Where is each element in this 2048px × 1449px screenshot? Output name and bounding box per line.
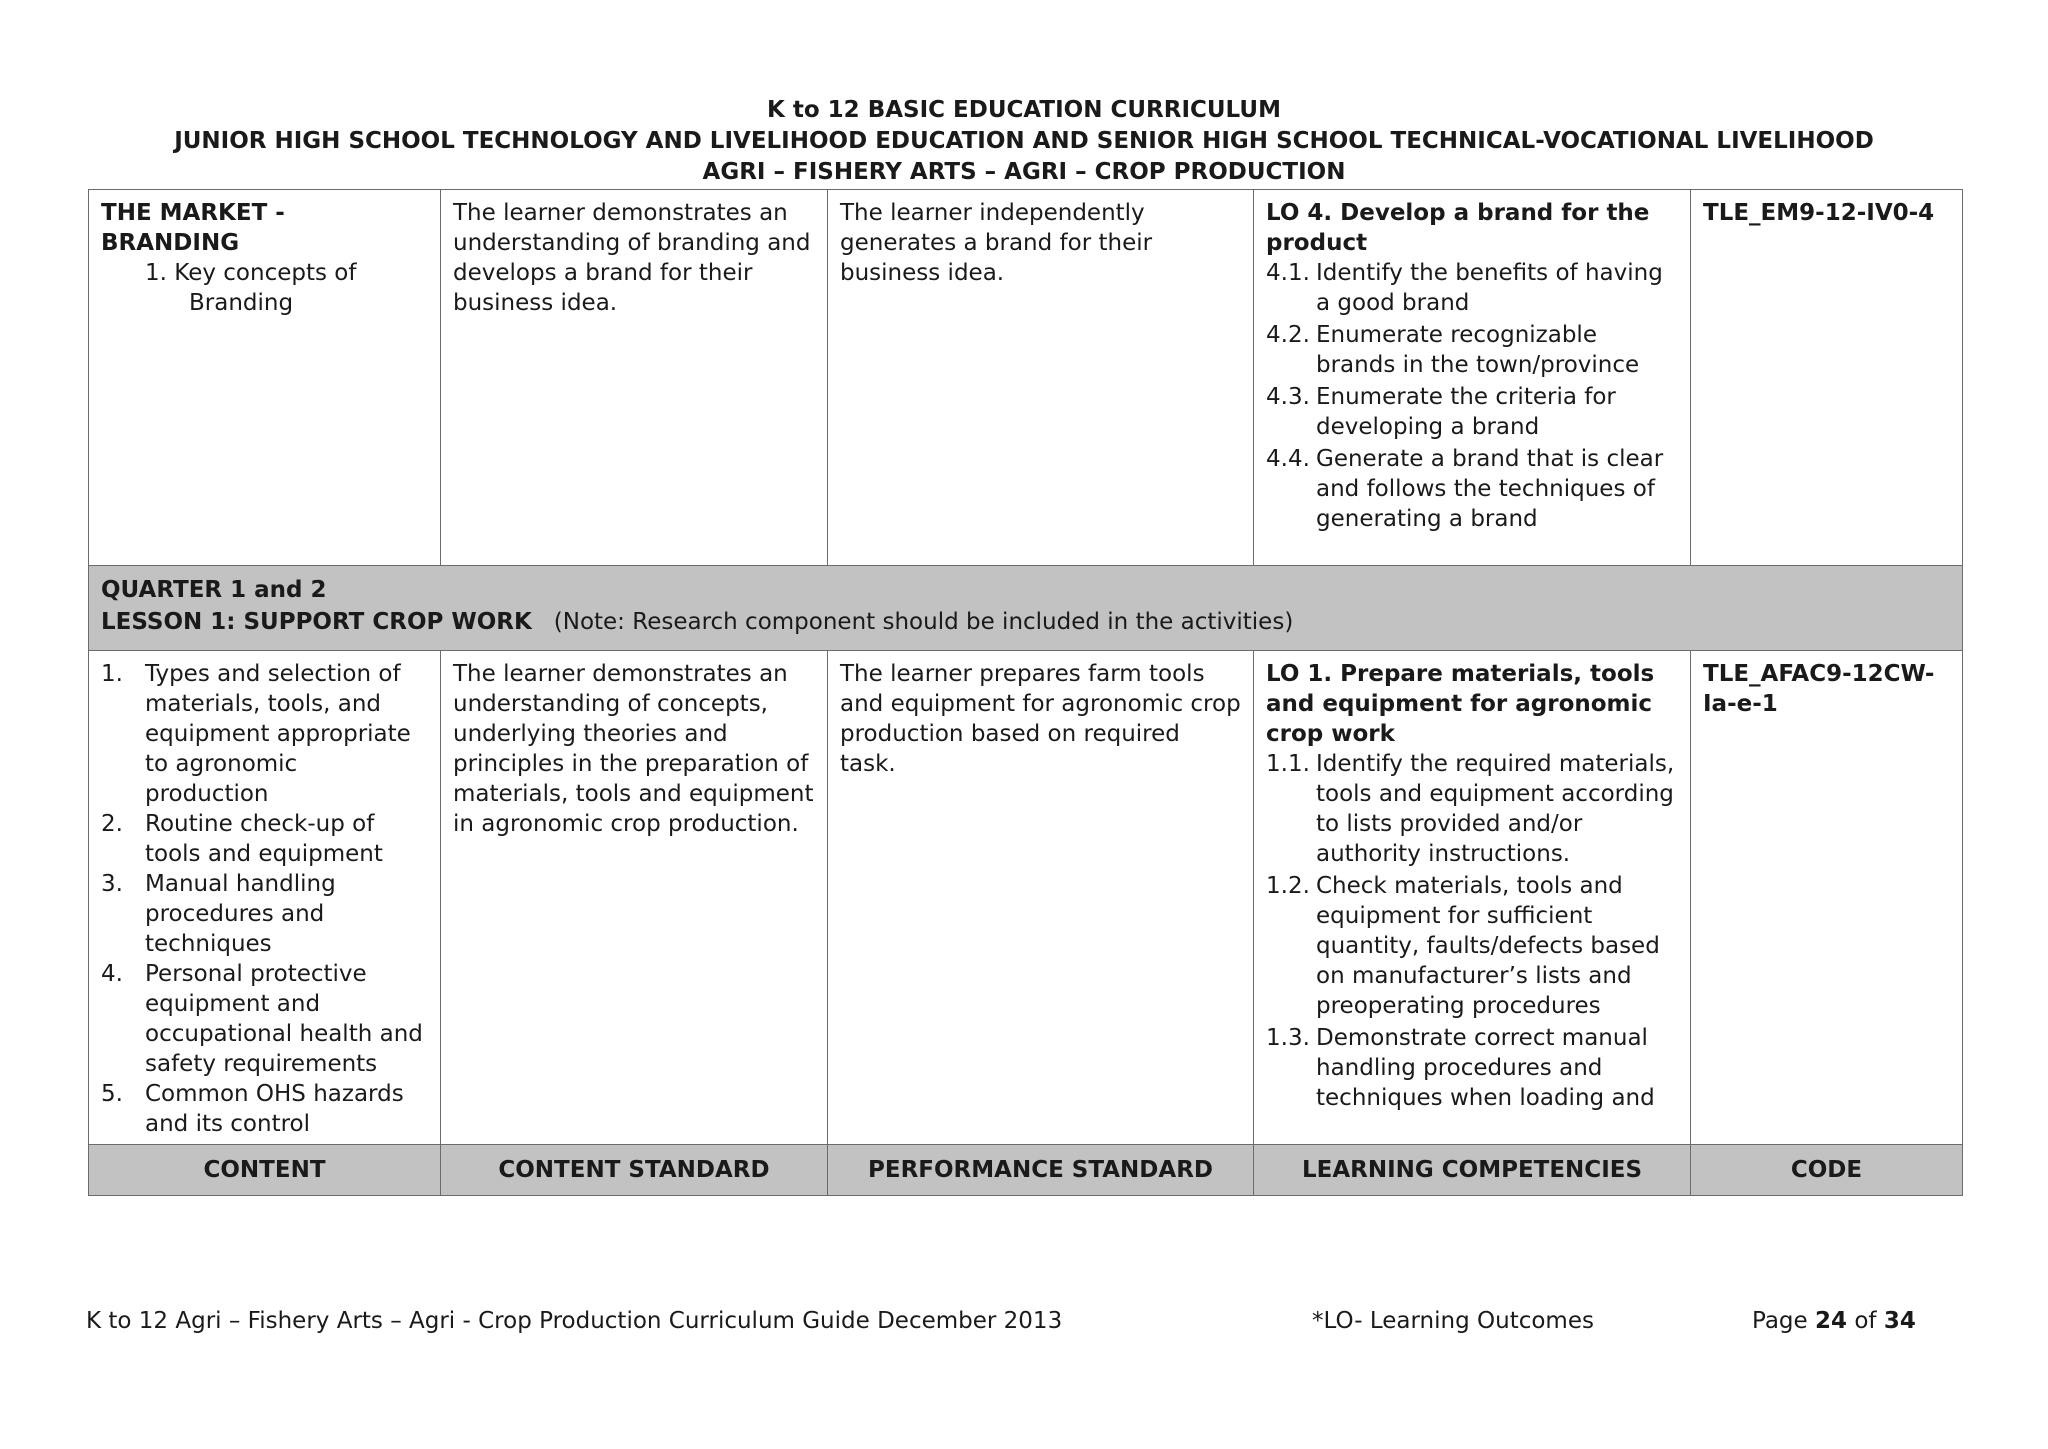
learning-competencies-cell — [1254, 651, 1691, 1148]
competency-number: 4.4. — [1266, 446, 1310, 472]
performance-standard-text: The learner independently generates a brand for their business idea. — [840, 200, 1153, 286]
competency-number: 1.2. — [1266, 873, 1310, 899]
content-item-number: 1. — [101, 661, 123, 687]
content-item-text: Common OHS hazards and its control — [145, 1081, 404, 1137]
competency-text: Check materials, tools and equipment for sufficient quantity, faults/defects based on manufacturer’s lists and preoperating procedures — [1316, 873, 1660, 1019]
header-title: K to 12 BASIC EDUCATION CURRICULUM — [767, 97, 1281, 123]
competency-number: 4.2. — [1266, 322, 1310, 348]
content-item-text: Manual handling procedures and techniques — [145, 871, 336, 957]
crop-work-row — [89, 651, 1963, 1148]
competency-number: 1.3. — [1266, 1025, 1310, 1051]
code-cell — [1691, 651, 1963, 1148]
performance-standard-text: The learner prepares farm tools and equipment for agronomic crop production based on required task. — [840, 661, 1241, 777]
competency-item — [1266, 444, 1678, 534]
content-item-number: 1. — [145, 260, 167, 286]
page-total: 34 — [1883, 1308, 1916, 1334]
page-of: of — [1854, 1308, 1877, 1334]
competency-list — [1266, 258, 1678, 534]
content-item-text: Personal protective equipment and occupational health and safety requirements — [145, 961, 423, 1077]
content-cell — [89, 651, 441, 1148]
column-header-row — [89, 1145, 1963, 1196]
lesson-title: LESSON 1: SUPPORT CROP WORK — [101, 609, 532, 635]
lo-title: LO 1. Prepare materials, tools and equipment for agronomic crop work — [1266, 661, 1655, 747]
column-header-table — [88, 1144, 1963, 1196]
content-item-continuation: Branding — [189, 290, 294, 316]
content-standard-cell — [441, 190, 828, 566]
competency-text: Enumerate the criteria for developing a brand — [1316, 384, 1616, 440]
performance-standard-cell — [828, 651, 1254, 1148]
competency-text: Identify the benefits of having a good brand — [1316, 260, 1663, 316]
content-item — [101, 258, 428, 288]
footer-lo-note: *LO- Learning Outcomes — [1312, 1308, 1594, 1334]
header-content: CONTENT — [89, 1145, 441, 1196]
code-text: TLE_AFAC9-12CW-Ia-e-1 — [1703, 661, 1935, 717]
competency-text: Generate a brand that is clear and follows the techniques of generating a brand — [1316, 446, 1664, 532]
competency-number: 4.1. — [1266, 260, 1310, 286]
competency-item — [1266, 258, 1678, 318]
competency-number: 1.1. — [1266, 751, 1310, 777]
competency-text: Enumerate recognizable brands in the town/province — [1316, 322, 1640, 378]
document-header — [0, 95, 2048, 188]
content-item — [101, 1079, 428, 1139]
content-item — [101, 809, 428, 869]
content-cell — [89, 190, 441, 566]
content-standard-text: The learner demonstrates an understanding of concepts, underlying theories and principles in the preparation of materials, tools and equipment in agronomic crop production. — [453, 661, 814, 837]
competency-text: Demonstrate correct manual handling procedures and techniques when loading and — [1316, 1025, 1655, 1111]
content-item — [101, 659, 428, 809]
quarter-cell — [89, 566, 1963, 651]
content-item-number: 5. — [101, 1081, 123, 1107]
branding-row — [89, 190, 1963, 566]
competency-text: Identify the required materials, tools and equipment according to lists provided and/or authority instructions. — [1316, 751, 1675, 867]
code-text: TLE_EM9-12-IV0-4 — [1703, 200, 1935, 226]
header-program: AGRI – FISHERY ARTS – AGRI – CROP PRODUCTION — [702, 159, 1346, 185]
content-item-number: 4. — [101, 961, 123, 987]
header-subtitle: JUNIOR HIGH SCHOOL TECHNOLOGY AND LIVELIHOOD EDUCATION AND SENIOR HIGH SCHOOL TECHNICAL-VOCATIONAL LIVELIHOOD — [174, 128, 1874, 154]
competency-item — [1266, 320, 1678, 380]
content-title: THE MARKET - BRANDING — [101, 200, 285, 256]
learning-competencies-cell — [1254, 190, 1691, 566]
page-current: 24 — [1815, 1308, 1848, 1334]
content-standard-text: The learner demonstrates an understanding of branding and develops a brand for their business idea. — [453, 200, 811, 316]
quarter-label: QUARTER 1 and 2 — [101, 577, 327, 603]
curriculum-table — [88, 189, 1963, 1148]
content-item — [101, 959, 428, 1079]
content-item-number: 3. — [101, 871, 123, 897]
header-code: CODE — [1691, 1145, 1963, 1196]
competency-item — [1266, 1023, 1678, 1113]
code-cell — [1691, 190, 1963, 566]
footer-page-number — [1752, 1306, 1916, 1336]
content-item-number: 2. — [101, 811, 123, 837]
content-standard-cell — [441, 651, 828, 1148]
competency-item — [1266, 382, 1678, 442]
header-content-standard: CONTENT STANDARD — [441, 1145, 828, 1196]
page-word: Page — [1752, 1308, 1808, 1334]
content-item — [101, 869, 428, 959]
header-performance-standard: PERFORMANCE STANDARD — [828, 1145, 1254, 1196]
content-item-text: Routine check-up of tools and equipment — [145, 811, 383, 867]
lo-title: LO 4. Develop a brand for the product — [1266, 200, 1650, 256]
content-item-text: Key concepts of — [174, 260, 357, 286]
performance-standard-cell — [828, 190, 1254, 566]
lesson-line — [101, 606, 1950, 638]
competency-list — [1266, 749, 1678, 1113]
competency-item — [1266, 871, 1678, 1021]
lesson-note: (Note: Research component should be included in the activities) — [553, 609, 1294, 635]
competency-item — [1266, 749, 1678, 869]
footer-guide: K to 12 Agri – Fishery Arts – Agri - Crop Production Curriculum Guide December 2013 — [86, 1308, 1063, 1334]
header-learning-competencies: LEARNING COMPETENCIES — [1254, 1145, 1691, 1196]
content-item-text: Types and selection of materials, tools, and equipment appropriate to agronomic production — [145, 661, 411, 807]
content-list — [101, 659, 428, 1139]
quarter-row — [89, 566, 1963, 651]
competency-number: 4.3. — [1266, 384, 1310, 410]
